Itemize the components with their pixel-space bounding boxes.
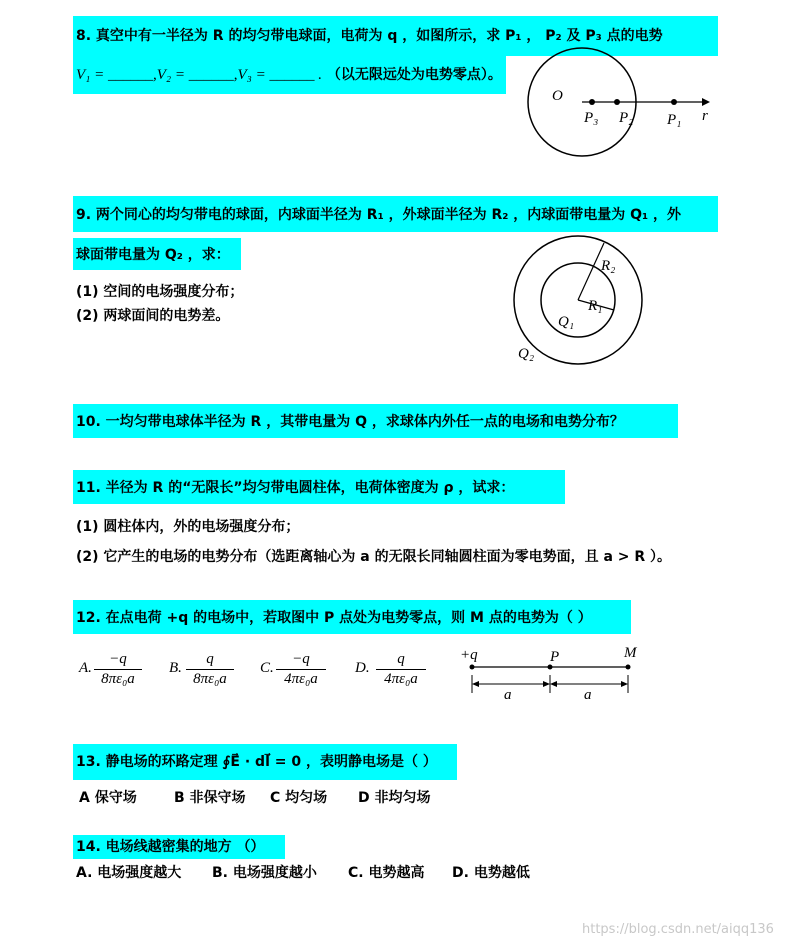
q13-text: 13. 静电场的环路定理 ∮E⃗ · dl⃗ = 0 ，表明静电场是（ ） [76, 754, 437, 770]
q12-option-d-num: q [397, 651, 405, 667]
q8-note: （以无限远处为电势零点）。 [326, 67, 502, 83]
q12-label-a1: a [504, 687, 512, 703]
q12-option-a-den: 8πε₀a [101, 671, 135, 687]
q14-option-b: B. 电场强度越小 [212, 865, 317, 881]
q11-line1: 11. 半径为 R 的“无限长”均匀带电圆柱体，电荷体密度为 ρ ，试求： [76, 480, 515, 496]
q12-point-q [470, 665, 475, 670]
q12-label-p: P [550, 649, 560, 665]
q12-option-a-bar [94, 669, 142, 670]
q12-option-a-fraction [94, 651, 142, 688]
q8-line1: 8. 真空中有一半径为 R 的均匀带电球面，电荷为 q ，如图所示，求 P₁ ， P₂ 及 P₃ 点的电势 [76, 28, 663, 44]
q12-option-d-letter: D. [355, 660, 370, 676]
q12-option-c-bar [276, 669, 326, 670]
q14-option-a: A. 电场强度越大 [76, 865, 182, 881]
q10-text: 10. 一均匀带电球体半径为 R ，其带电量为 Q ，求球体内外任一点的电场和电势分布？ [76, 414, 624, 430]
q13-option-c: C 均匀场 [270, 790, 328, 806]
q12-option-c-letter: C. [260, 660, 274, 676]
q13-option-d: D 非均匀场 [358, 790, 431, 806]
q12-label-q: +q [460, 647, 478, 663]
q12-option-d-den: 4πε₀a [384, 671, 418, 687]
q8-line2 [76, 65, 502, 85]
q12-text: 12. 在点电荷 +q 的电场中，若取图中 P 点处为电势零点，则 M 点的电势为（ ） [76, 610, 592, 626]
q8-point-p3 [589, 99, 595, 105]
q9-item2: (2) 两球面间的电势差。 [76, 308, 230, 324]
q14-option-c: C. 电势越高 [348, 865, 425, 881]
q12-option-c-den: 4πε₀a [284, 671, 318, 687]
watermark: https://blog.csdn.net/aiqq136 [582, 922, 774, 937]
q9-label-r1: R₁ [588, 298, 603, 314]
q9-line2: 球面带电量为 Q₂ ，求： [76, 247, 230, 263]
q8-label-p1: P₁ [667, 112, 682, 128]
q8-label-r: r [702, 108, 708, 124]
q9-spheres-figure [500, 230, 670, 370]
q12-option-b-bar [186, 669, 234, 670]
q12-option-b-fraction [186, 651, 234, 688]
q12-label-m: M [624, 645, 637, 661]
q9-label-q1: Q₁ [558, 314, 575, 330]
q14-option-d: D. 电势越低 [452, 865, 530, 881]
q12-dim-1-arrow-right [543, 681, 550, 687]
q8-point-p2 [614, 99, 620, 105]
q12-option-c-num: −q [292, 651, 310, 667]
q12-option-d-fraction [376, 651, 426, 688]
q8-point-p1 [671, 99, 677, 105]
q12-option-b-letter: B. [169, 660, 182, 676]
q12-option-a-num: −q [109, 651, 127, 667]
q12-dim-2-arrow-left [550, 681, 557, 687]
q11-item1: (1) 圆柱体内，外的电场强度分布； [76, 519, 300, 535]
q8-arrow-head [702, 98, 710, 106]
q12-option-c-fraction [276, 651, 326, 688]
q13-option-b: B 非保守场 [174, 790, 246, 806]
q12-dim-2-arrow-right [621, 681, 628, 687]
q11-item2: (2) 它产生的电场的电势分布（选距离轴心为 a 的无限长同轴圆柱面为零电势面，且 a > R ）。 [76, 549, 672, 565]
q12-option-b-num: q [206, 651, 214, 667]
q13-option-a: A 保守场 [79, 790, 137, 806]
q9-item1: (1) 空间的电场强度分布； [76, 284, 244, 300]
q12-label-a2: a [584, 687, 592, 703]
q9-label-q2: Q₂ [518, 346, 535, 362]
q9-line1: 9. 两个同心的均匀带电的球面，内球面半径为 R₁ ，外球面半径为 R₂ ，内球面带电量为 Q₁ ，外 [76, 207, 682, 223]
q14-text: 14. 电场线越密集的地方 （） [76, 839, 265, 855]
q8-label-o: O [552, 88, 563, 104]
q12-dim-1-arrow-left [472, 681, 479, 687]
q9-label-r2: R₂ [601, 258, 616, 274]
q8-label-p3: P₃ [584, 110, 599, 126]
q12-point-m [626, 665, 631, 670]
q12-point-p [548, 665, 553, 670]
q12-option-d-bar [376, 669, 426, 670]
q12-option-b-den: 8πε₀a [193, 671, 227, 687]
q8-sphere-figure [510, 50, 710, 190]
q8-label-p2: P₂ [619, 110, 634, 126]
q8-answer-blanks: V₁ = ______,V₂ = ______,V₃ = ______ . [76, 67, 322, 83]
q12-charge-figure [458, 645, 648, 705]
q12-option-a-letter: A. [79, 660, 92, 676]
